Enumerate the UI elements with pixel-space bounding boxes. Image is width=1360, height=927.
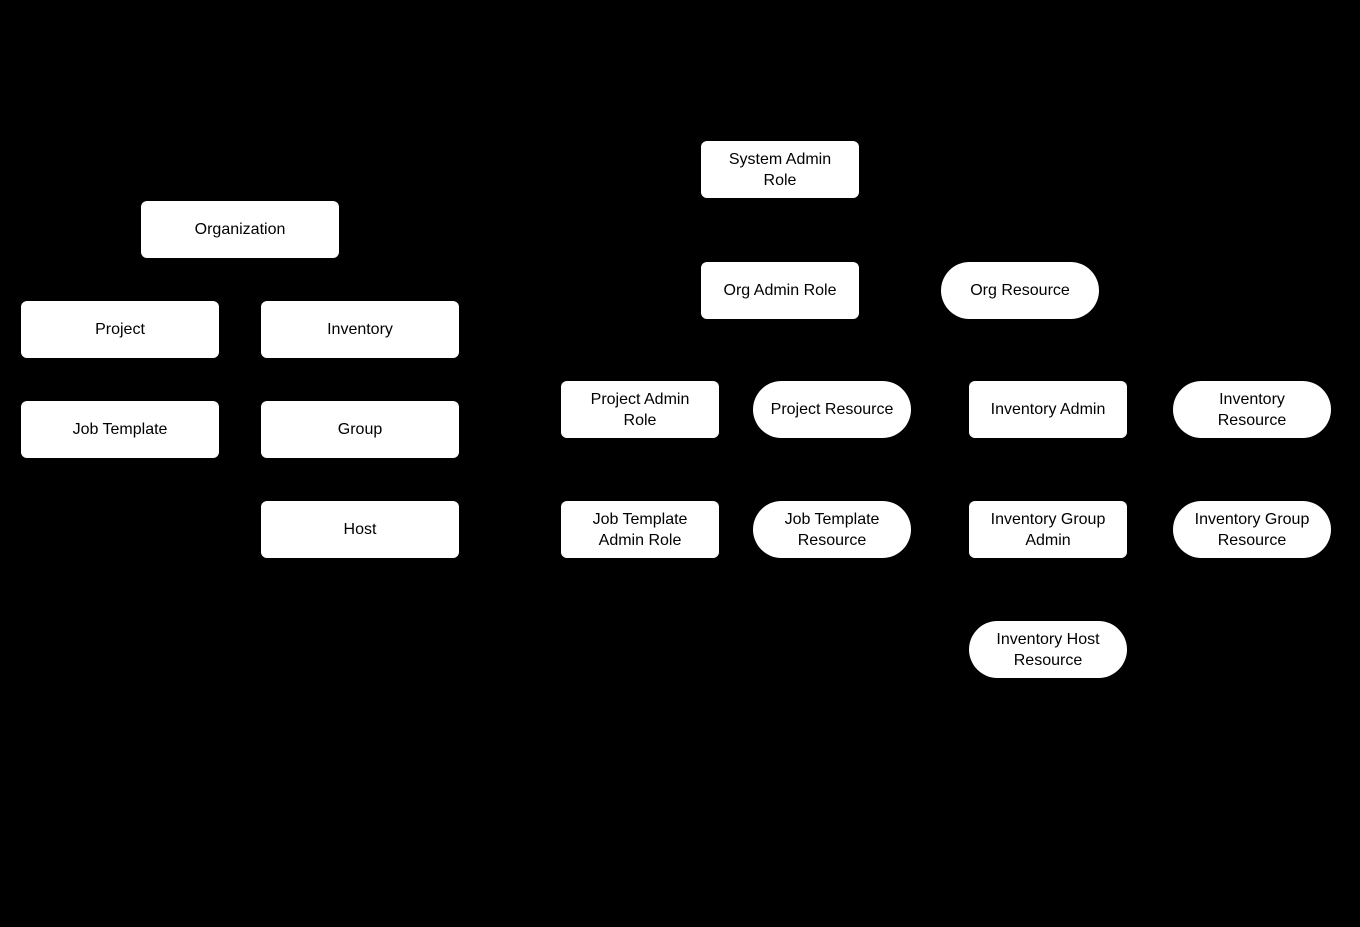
node-inventory-group-admin — [969, 501, 1127, 558]
node-label: Inventory — [327, 321, 393, 338]
node-label: Project Admin — [590, 390, 690, 408]
node-label: Admin — [1025, 531, 1071, 549]
node-label: Project Resource — [770, 401, 894, 418]
node-label: Organization — [194, 221, 286, 238]
node-inventory-resource — [1173, 381, 1331, 438]
node-label: Resource — [1217, 411, 1287, 429]
node-label: Resource — [1013, 651, 1083, 669]
node-inventory — [261, 301, 459, 358]
node-label: Job Template — [72, 421, 168, 438]
node-project — [21, 301, 219, 358]
node-label: Project — [95, 321, 145, 338]
node-system-admin-role — [701, 141, 859, 198]
node-org-admin-role — [701, 262, 859, 319]
node-label: Admin Role — [598, 531, 682, 549]
node-project-admin-role — [561, 381, 719, 438]
node-host — [261, 501, 459, 558]
node-label: Role — [763, 171, 797, 189]
node-group — [261, 401, 459, 458]
node-label: Job Template — [592, 510, 688, 528]
node-inventory-group-resource — [1173, 501, 1331, 558]
node-job-template-admin-role — [561, 501, 719, 558]
node-org-resource — [941, 262, 1099, 319]
node-label: System Admin — [728, 150, 832, 168]
node-job-template — [21, 401, 219, 458]
node-project-resource — [753, 381, 911, 438]
node-label: Inventory Group — [1194, 510, 1310, 528]
node-label: Host — [343, 521, 377, 538]
node-label: Group — [337, 421, 383, 438]
node-label: Inventory Group — [990, 510, 1106, 528]
node-inventory-admin — [969, 381, 1127, 438]
node-label: Job Template — [784, 510, 880, 528]
node-inventory-host-resource — [969, 621, 1127, 678]
node-label: Resource — [1217, 531, 1287, 549]
node-label: Resource — [797, 531, 867, 549]
node-label: Inventory — [1219, 390, 1285, 408]
node-label: Role — [623, 411, 657, 429]
node-label: Org Admin Role — [723, 282, 837, 299]
node-label: Inventory Host — [996, 630, 1100, 648]
node-job-template-resource — [753, 501, 911, 558]
node-label: Inventory Admin — [990, 401, 1106, 418]
node-organization — [141, 201, 339, 258]
node-label: Org Resource — [970, 282, 1070, 299]
